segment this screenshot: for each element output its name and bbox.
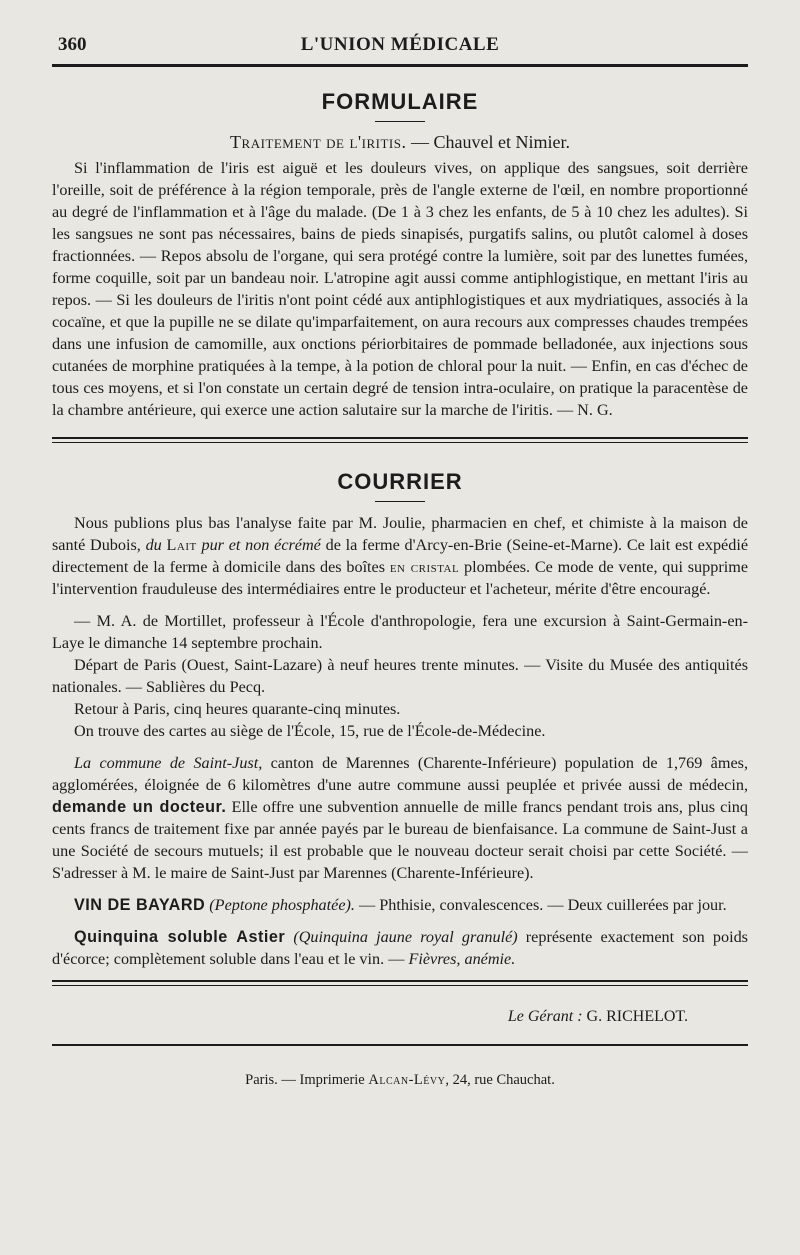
page-number: 360 <box>58 34 87 55</box>
header-rule <box>52 64 748 67</box>
advertisement-vin: VIN DE BAYARD (Peptone phosphatée). — Phthisie, convalescences. — Deux cuillerées par jour. <box>74 896 727 914</box>
courrier-paragraph: Retour à Paris, cinq heures quarante-cinq minutes. <box>74 700 401 718</box>
title-divider <box>375 121 425 122</box>
courrier-paragraph: Départ de Paris (Ouest, Saint-Lazare) à neuf heures trente minutes. — Visite du Musée des antiquités nationales. — Sablières du Pecq. <box>52 656 748 696</box>
heading-dash: — <box>406 132 434 152</box>
article-topic: Traitement de l'iritis. <box>230 132 407 152</box>
article-heading <box>52 132 748 153</box>
title-divider <box>375 501 425 502</box>
article-authors: Chauvel et Nimier. <box>433 132 570 152</box>
imprint-rule <box>52 1044 748 1046</box>
printer-imprint: Paris. — Imprimerie Alcan-Lévy, 24, rue Chauchat. <box>245 1072 555 1088</box>
courrier-title: COURRIER <box>337 469 463 494</box>
courrier-paragraph: La commune de Saint-Just, canton de Marennes (Charente-Inférieure) population de 1,769 âmes, agglomérées, éloignée de 6 kilomètres d'une autre commune aussi peuplée et privée aussi de médecin, demande un docteur. Elle offre une subvention annuelle de mille francs pendant trois ans, plus cinq cents francs de traitement fixe par année payés par le bureau de bienfaisance. La commune de Saint-Just a une Société de secours mutuels; il est probable que le nouveau docteur serait choisi par cette Société. — S'adresser à M. le maire de Saint-Just par Marennes (Charente-Inférieure). <box>52 754 748 882</box>
formulaire-body: Si l'inflammation de l'iris est aiguë et les douleurs vives, on applique des sangsues, soit derrière l'oreille, soit de préférence à la région temporale, près de l'angle externe de l'œil, en nombre proportionné au degré de l'inflammation et à l'âge du malade. (De 1 à 3 chez les enfants, de 5 à 10 chez les adultes). Si les sangsues ne sont pas nécessaires, bains de pieds sinapisés, purgatifs salins, ou plutôt calomel à doses fractionnées. — Repos absolu de l'organe, qui sera protégé contre la lumière, soit par des lunettes fumées, forme coquille, soit par un bandeau noir. L'atropine agit aussi comme antiphlogistique, en mettant l'iris au repos. — Si les douleurs de l'iritis n'ont point cédé aux antiphlogistiques et aux mydriatiques, associés à la cocaïne, et que la pupille ne se dilate qu'imparfaitement, on aura recours aux compresses chaudes trempées dans une infusion de camomille, aux onctions périorbitaires de pommade belladonée, aux injections sous cutanées de morphine pratiquées à la tempe, à la potion de chloral pour la nuit. — Enfin, en cas d'échec de tous ces moyens, et si l'on constate un certain degré de tension intra-oculaire, on pratique la paracentèse de la chambre antérieure, qui exerce une action salutaire sur la marche de l'iritis. — N. G. <box>52 159 748 419</box>
courrier-paragraph: — M. A. de Mortillet, professeur à l'École d'anthropologie, fera une excursion à Saint-Germain-en-Laye le dimanche 14 septembre prochain. <box>52 612 748 652</box>
section-rule <box>52 437 748 443</box>
running-title: L'UNION MÉDICALE <box>300 34 500 55</box>
footer-rule <box>52 980 748 986</box>
page-header <box>52 30 748 64</box>
advertisement-quinquina: Quinquina soluble Astier (Quinquina jaune royal granulé) représente exactement son poids d'écorce; complètement soluble dans l'eau et le vin. — Fièvres, anémie. <box>52 928 748 968</box>
gerant-signature: Le Gérant : G. RICHELOT. <box>507 1008 688 1025</box>
courrier-paragraph: On trouve des cartes au siège de l'École, 15, rue de l'École-de-Médecine. <box>74 722 546 740</box>
formulaire-title: FORMULAIRE <box>321 89 479 114</box>
courrier-paragraph: Nous publions plus bas l'analyse faite par M. Joulie, pharmacien en chef, et chimiste à la maison de santé Dubois, du Lait pur et non écrémé de la ferme d'Arcy-en-Brie (Seine-et-Marne). Ce lait est expédié directement de la ferme à domicile dans des boîtes en cristal plombées. Ce mode de vente, qui supprime l'intervention frauduleuse des intermédiaires entre le producteur et l'acheteur, mérite d'être encouragé. <box>52 514 749 598</box>
